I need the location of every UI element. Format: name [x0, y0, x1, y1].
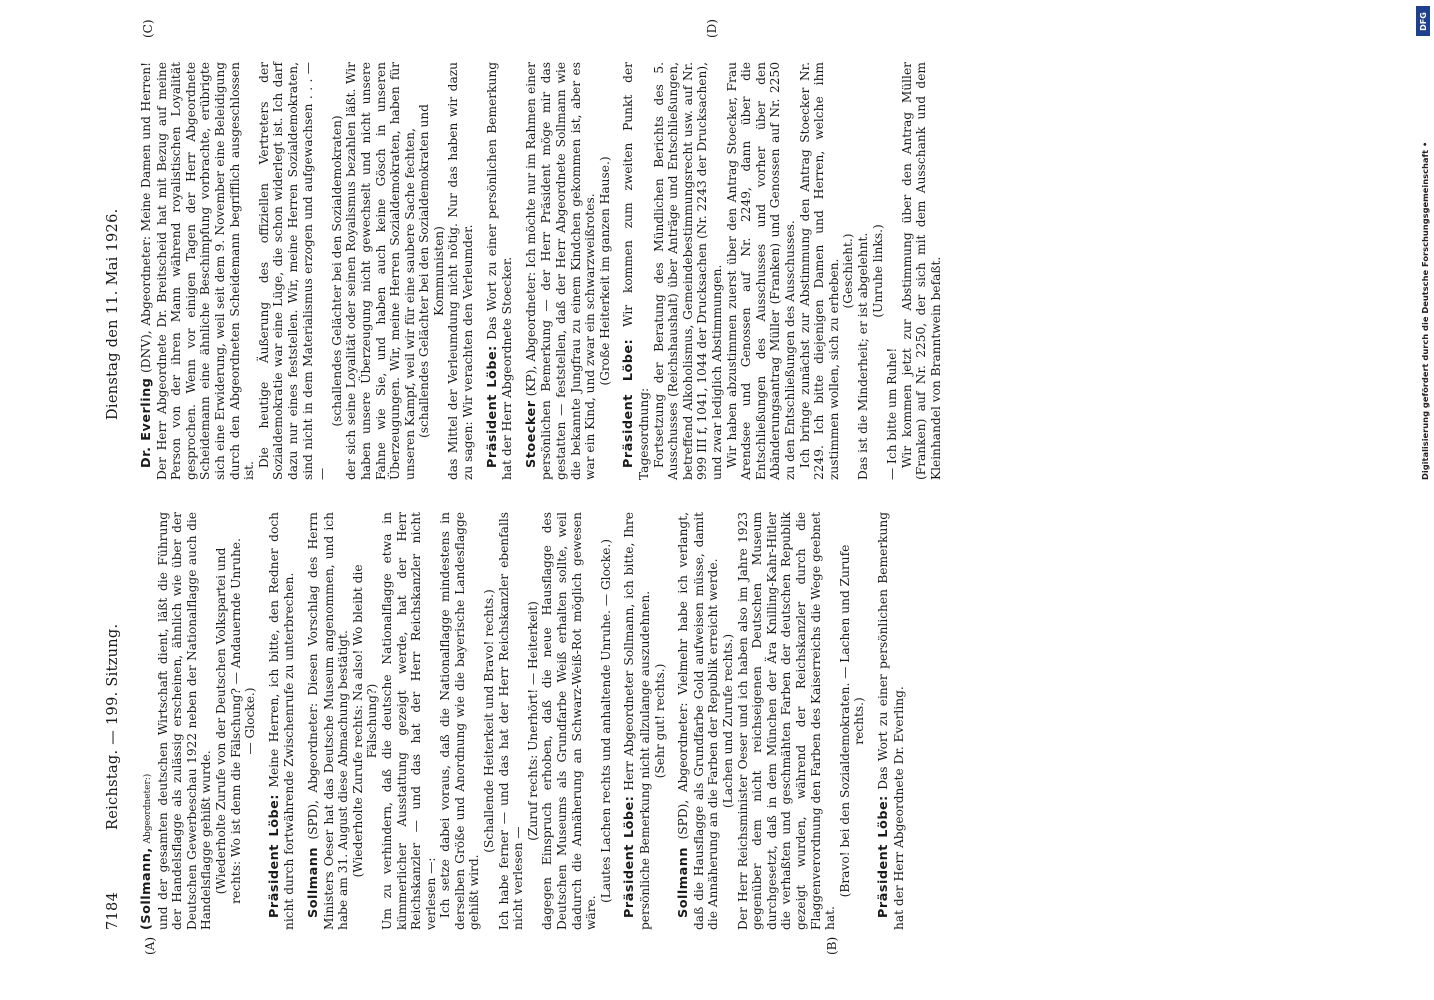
- stage-direction: (Große Heiterkeit im ganzen Hause.): [597, 156, 612, 386]
- paragraph: Ich habe ferner — und das hat der Herr Reichskanzler ebenfalls nicht verlesen —: [496, 512, 526, 930]
- paragraph: der sich seine Loyalität oder seinen Royalismus bezahlen läßt. Wir haben unsere Überzeugung nicht gewechselt und nicht unsere Fahne wie Sie, und haben auch keine Gösch in unseren Überzeugungen. Wir, meine Herren Sozialdemokraten, haben für unseren Kampf, weil wir für eine saubere Sache fechten,: [344, 62, 417, 480]
- stage-direction: (schallendes Gelächter bei den Sozialdemokraten und Kommunisten): [417, 104, 446, 438]
- page-number: 7184: [105, 891, 121, 930]
- paragraph: [676, 512, 721, 930]
- paragraph: dagegen Einspruch erhoben, daß die neue Hausflagge des Deutschen Museums als Grundfarbe Weiß erhalten sollte, weil dadurch die Annäherung an Schwarz-Weiß-Rot möglich gewesen wäre.: [540, 512, 599, 930]
- speaker-name: Präsident Löbe:: [266, 794, 282, 918]
- paragraph-text: (KP), Abgeordneter: Ich möchte nur im Rahmen einer persönlichen Bemerkung — der Herr Präsident möge mir das gestatten — feststellen, daß der Herr Abgeordnete Sollmann wie die bekannte Jungfrau zu einem Kindchen gekommen ist, aber es war ein Kind, und zwar ein schwarzweißrotes.: [523, 62, 598, 480]
- paragraph-text: Meine Herren, ich bitte, den Redner doch nicht durch fortwährende Zwischenrufe zu unterbrechen.: [266, 512, 297, 930]
- paragraph: [524, 62, 598, 480]
- paragraph-text: (DNV), Abgeordneter: Meine Damen und Herren! Der Herr Abgeordnete Dr. Breitscheid hat mit Bezug auf meine Person von der ihren Mann während royalistischen Loyalität gesprochen. Wenn vor einigen Tagen der Herr Abgeordnete Scheidemann eine ähnliche Beschimpfung vorbrachte, erübrigte sich eine Erwiderung, weil seit dem 9. November eine Beleidigung durch den Abgeordneten Scheidemann begrifflich ausgeschlossen ist.: [139, 61, 257, 480]
- paragraph: [622, 512, 652, 930]
- header-left-title: Reichstag. — 199. Sitzung.: [105, 623, 121, 830]
- rotated-document-page: [105, 0, 1405, 1000]
- paragraph: [876, 512, 906, 930]
- paragraph-text: Das Wort zu einer persönlichen Bemerkung hat der Herr Abgeordnete Stoecker.: [484, 61, 515, 480]
- paragraph: Ich bringe zunächst zur Abstimmung den Antrag Stoecker Nr. 2249. Ich bitte diejenigen Damen und Herren, welche ihm zustimmen wollen, sich zu erheben.: [797, 62, 841, 480]
- speaker-name: Präsident Löbe:: [484, 345, 500, 468]
- speaker-name: Dr. Everling: [139, 377, 154, 468]
- paragraph: Die heutige Äußerung des offiziellen Vertreters der Sozialdemokratie war eine Lüge, die schon widerlegt ist. Ich darf dazu nur eines feststellen. Wir, meine Herren Sozialdemokraten, sind nicht in dem Materialismus erzogen und aufgewachsen . . . — —: [256, 62, 330, 480]
- stage-direction: (Geschieht.): [841, 233, 856, 309]
- paragraph: Ich setze dabei voraus, daß die Nationalflagge mindestens in derselben Größe und Anordnung wie die bayerische Landesflagge gehißt wird.: [438, 512, 482, 930]
- margin-mark-d: (D): [705, 19, 719, 38]
- speaker-name: Stoecker: [523, 400, 539, 468]
- margin-mark-b: (B): [825, 936, 839, 955]
- stage-direction: (Wiederholte Zurufe rechts: Na also! Wo bleibt die Fälschung?): [350, 564, 380, 878]
- stage-direction: (Lachen und Zurufe rechts.): [720, 633, 735, 809]
- header-right-title: Dienstag den 11. Mai 1926.: [105, 208, 121, 420]
- agenda-item: Fortsetzung der Beratung des Mündlichen Berichts des 5. Ausschusses (Reichshaushalt) über Anträge und Entschließungen, betreffend Alkoholismus, Gemeindebestimmungsrecht usw. auf Nr. 999 III f, 1041, 1044 der Drucksachen (Nr. 2243 der Drucksachen), und zwar lediglich Abstimmungen.: [651, 62, 724, 480]
- paragraph-text: Wir kommen zum zweiten Punkt der Tagesordnung:: [621, 62, 651, 480]
- paragraph: [267, 512, 297, 930]
- paragraph: — Ich bitte um Ruhe!: [885, 347, 900, 480]
- paragraph: [306, 512, 351, 930]
- stage-direction: (Wiederholte Zurufe von der Deutschen Volkspartei und rechts: Wo ist denn die Fälschung? — Andauernde Unruhe. — Glocke.): [213, 538, 258, 904]
- paragraph-text: (SPD), Abgeordneter: Vielmehr habe ich verlangt, daß die Hausflagge als Grundfarbe Gold aufweisen müsse, damit die Annäherung an die Farben der Republik erreicht werde.: [676, 512, 721, 930]
- paragraph: Wir haben abzustimmen zuerst über den Antrag Stoecker, Frau Arendsee und Genossen auf Nr. 2249, dann über die Entschließungen des Ausschusses und vorher über den Abänderungsantrag Müller (Franken) und Genossen auf Nr. 2250 zu den Entschließungen des Ausschusses.: [724, 62, 797, 480]
- page-header: [105, 50, 131, 930]
- dfg-logo-icon: [1416, 6, 1430, 36]
- left-column: [139, 512, 906, 930]
- paragraph: Wir kommen jetzt zur Abstimmung über den Antrag Müller (Franken) auf Nr. 2250, der sich mit dem Ausschank und dem Kleinhandel von Branntwein befaßt.: [899, 62, 943, 480]
- paragraph-text: Herr Abgeordneter Sollmann, ich bitte, Ihre persönliche Bemerkung nicht allzulange auszudehnen.: [622, 511, 652, 930]
- stage-direction: (Unruhe links.): [870, 224, 885, 318]
- stage-direction: (Bravo! bei den Sozialdemokraten. — Lachen und Zurufe rechts.): [837, 544, 867, 898]
- paragraph: Um zu verhindern, daß die deutsche Nationalflagge etwa in kümmerlicher Ausstattung gezeigt werde, hat der Herr Reichskanzler — und das hat der Herr Reichskanzler nicht verlesen —:: [379, 512, 438, 930]
- paragraph: [621, 62, 651, 480]
- speaker-name: Präsident Löbe:: [875, 795, 891, 918]
- stage-direction: (Lautes Lachen rechts und anhaltende Unruhe. — Glocke.): [598, 539, 613, 903]
- paragraph: [485, 62, 515, 480]
- paragraph: [139, 62, 257, 480]
- speaker-name: Präsident Löbe:: [622, 795, 638, 918]
- speaker-name: Präsident Löbe:: [621, 338, 637, 468]
- speaker-name: Sollmann: [676, 847, 692, 918]
- paragraph: das Mittel der Verleumdung nicht nötig. Nur das haben wir dazu zu sagen: Wir verachten den Verleumder.: [446, 62, 476, 480]
- speaker-note: Abgeordneter:): [143, 773, 153, 844]
- stage-direction: (Sehr gut! rechts.): [652, 663, 667, 779]
- stage-direction: (Zuruf rechts: Unerhört! — Heiterkeit): [525, 601, 540, 841]
- speaker-name: Sollmann: [305, 847, 321, 918]
- stage-direction: (Schallende Heiterkeit und Bravo! rechts.): [482, 589, 497, 853]
- paragraph-text: Das Wort zu einer persönlichen Bemerkung hat der Herr Abgeordnete Dr. Everling.: [875, 511, 906, 930]
- paragraph: Das ist die Minderheit; er ist abgelehnt.: [855, 232, 870, 480]
- paragraph: [139, 512, 214, 930]
- dfg-logo-text: DFG: [1418, 11, 1428, 31]
- dfg-funding-notice: Digitalisierung gefördert durch die Deutsche Forschungsgemeinschaft •: [1420, 141, 1430, 480]
- stage-direction: (schallendes Gelächter bei den Sozialdemokraten): [329, 115, 344, 427]
- margin-mark-a: (A): [143, 936, 157, 955]
- speaker-name: (Sollmann,: [139, 847, 154, 930]
- margin-mark-c: (C): [141, 19, 155, 38]
- paragraph-text: und der gesamten deutschen Wirtschaft dient, läßt die Führung der Handelsflagge als zulässig erscheinen, ähnlich wie über der Deutschen Gewerbeschau 1922 neben der Nationalflagge auch die Handelsflagge gehißt wurde.: [155, 512, 214, 930]
- paragraph-text: (SPD), Abgeordneter: Diesen Vorschlag des Herrn Ministers Oeser hat das Deutsche Museum angenommen, und ich habe am 31. August diese Abmachung bestätigt.: [305, 511, 351, 930]
- right-column: [139, 62, 943, 480]
- paragraph: Der Herr Reichsminister Oeser und ich haben also im Jahre 1923 gegenüber dem nicht reichseigenen Deutschen Museum durchgesetzt, daß in dem München der Ära Knilling-Kahr-Hitler die verhaßten und geschmähten Farben der deutschen Republik gezeigt wurden, während der Reichskanzler durch die Flaggenverordnung den Farben des Kaiserreichs die Wege geebnet hat.: [735, 512, 838, 930]
